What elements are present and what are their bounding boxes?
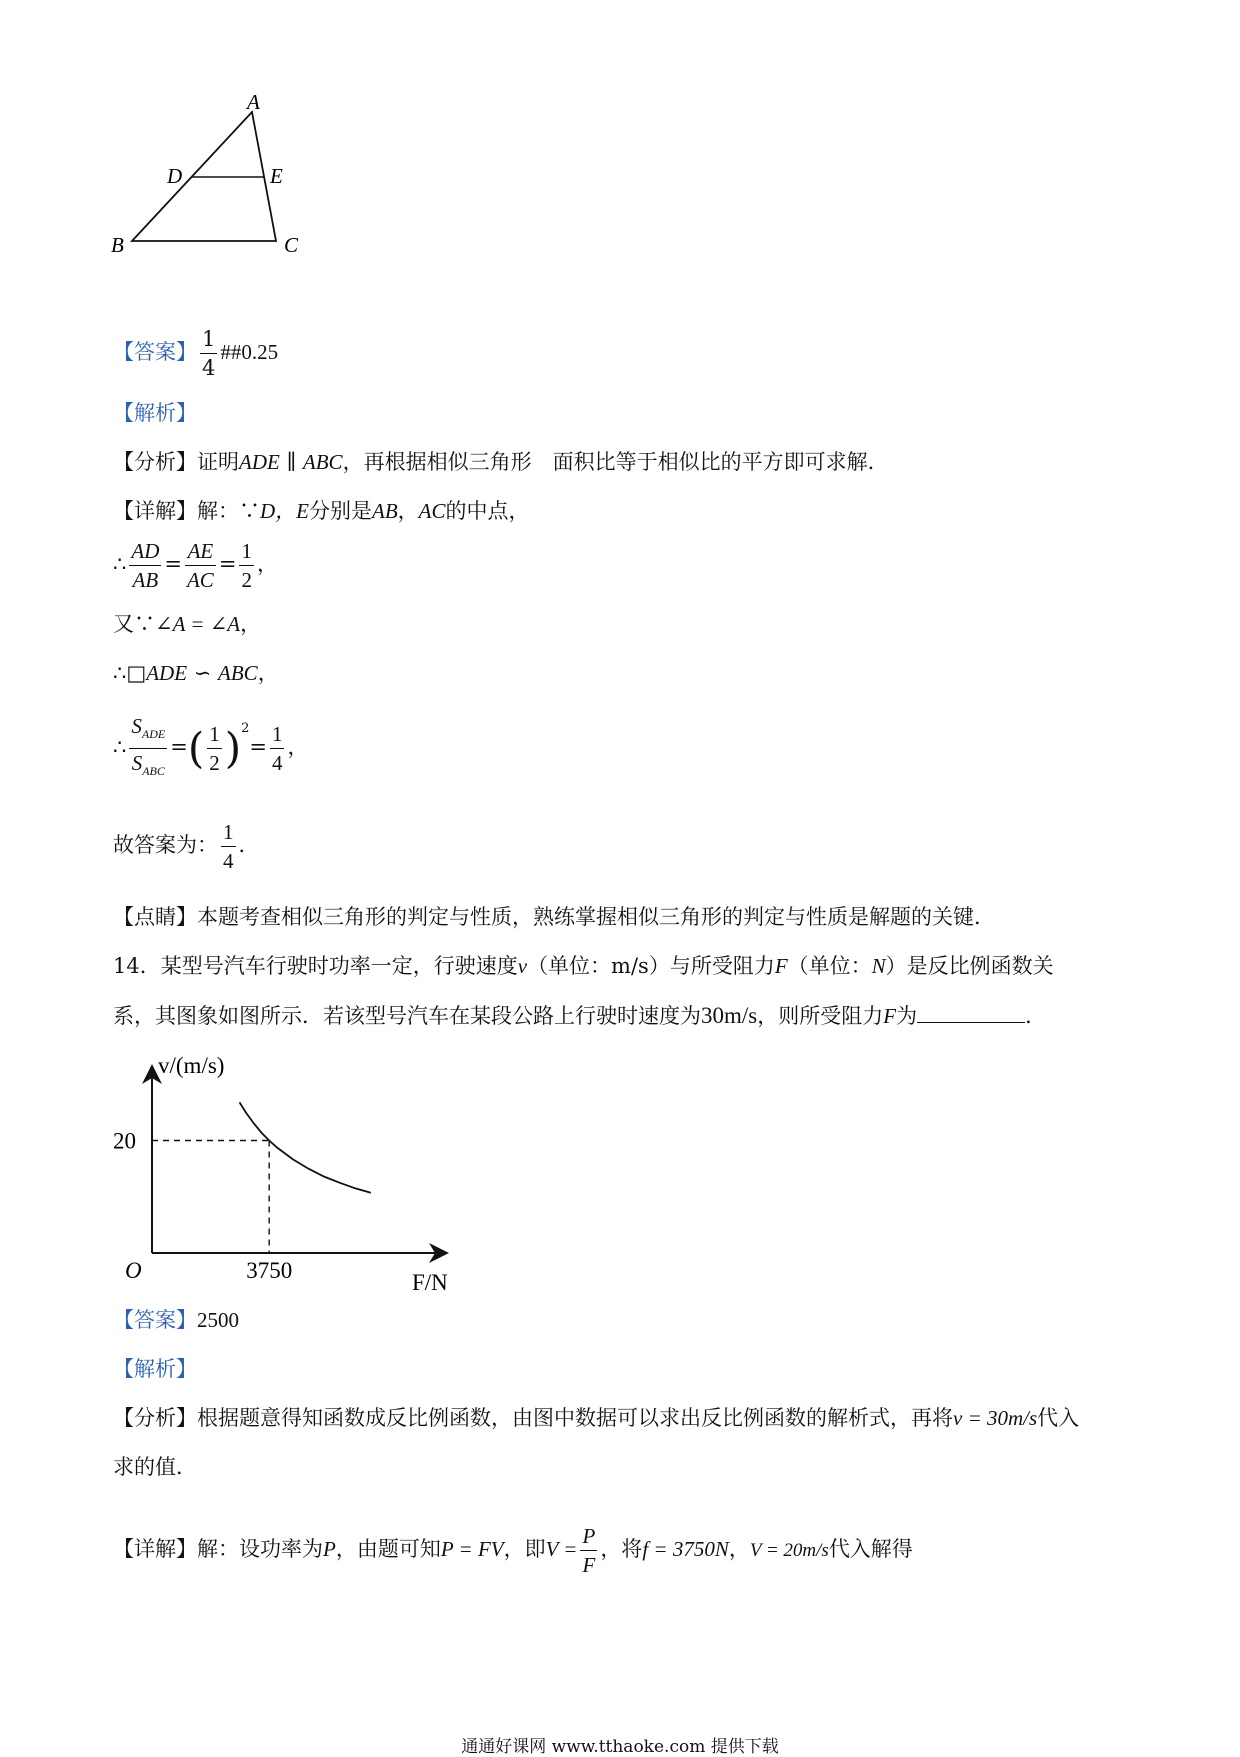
q13-answer [113, 325, 278, 382]
vertex-a-label: A [247, 95, 260, 114]
inverse-proportion-chart [105, 1050, 475, 1290]
answer-alt: ##0.25 [220, 340, 279, 364]
q13-jiexi-tag: 【解析】 [113, 401, 197, 425]
q14-stem-line1: 14．某型号汽车行驶时功率一定，行驶速度v（单位：m/s）与所受阻力F（单位：N）是反比例函数关 [113, 954, 1054, 978]
q14-answer: 【答案】2500 [113, 1308, 239, 1332]
q13-dianjing: 【点睛】本题考查相似三角形的判定与性质，熟练掌握相似三角形的判定与性质是解题的关键． [113, 905, 995, 929]
q14-detail: 【详解】解：设功率为P，由题可知P = FV，即V = $\frac{P}{F}$ ，将f = 3750N，V = 20m/s代入解得 [113, 1524, 913, 1577]
vertex-b-label: B [111, 233, 124, 257]
vertex-e-label: E [270, 164, 283, 188]
footer-source: 通通好课网 www.tthaoke.com 提供下载 [461, 1737, 779, 1757]
q13-step3: ∴□ADE ∽ ABC， [113, 661, 279, 685]
triangle-diagram [108, 95, 318, 285]
answer-tag: 【答案】 [113, 340, 197, 364]
q14-fenxi-line2: 求的值． [113, 1455, 197, 1479]
vertex-c-label: C [284, 233, 299, 257]
q13-fenxi: 【分析】证明ADE ∥ ABC，再根据相似三角形 面积比等于相似比的平方即可求解． [113, 450, 889, 474]
q14-jiexi-tag: 【解析】 [113, 1357, 197, 1381]
detail-tag: 【详解】 [113, 499, 197, 523]
x-tick-label: 3750 [246, 1258, 293, 1283]
origin-label: O [125, 1258, 142, 1283]
answer-blank [917, 1000, 1025, 1023]
q13-final: 故答案为： $\frac{1}{4}$ ． [113, 820, 260, 873]
q13-step4: ∴ $\frac{S_{ADE}}{S_{ABC}}$ =( $\frac{1}{2}$ )$^2$= $\frac{1}{4}$ ， [113, 714, 309, 779]
q14-stem-line2: 系，其图象如图所示．若该型号汽车在某段公路上行驶时速度为30m/s，则所受阻力F为 ． [113, 1000, 1046, 1031]
q13-step2: 又∵∠A = ∠A， [113, 612, 262, 636]
q13-detail: 【详解】解：∵D，E分别是AB，AC的中点， [113, 499, 530, 523]
q13-step1: ∴ $\frac{AD}{AB}$ = $\frac{AE}{AC}$ = $\frac{1}{2}$ ， [113, 539, 278, 592]
answer-fraction: $\frac{1}{4}$ [202, 327, 216, 380]
vertex-d-label: D [167, 164, 183, 188]
q14-fenxi: 【分析】根据题意得知函数成反比例函数，由图中数据可以求出反比例函数的解析式，再将v = 30m/s代入 [113, 1406, 1080, 1430]
y-tick-label: 20 [113, 1128, 136, 1154]
y-axis-label: v/(m/s) [158, 1053, 225, 1078]
x-axis-label: F/N [412, 1270, 448, 1290]
fenxi-tag: 【分析】 [113, 450, 197, 474]
inverse-curve [240, 1102, 371, 1193]
